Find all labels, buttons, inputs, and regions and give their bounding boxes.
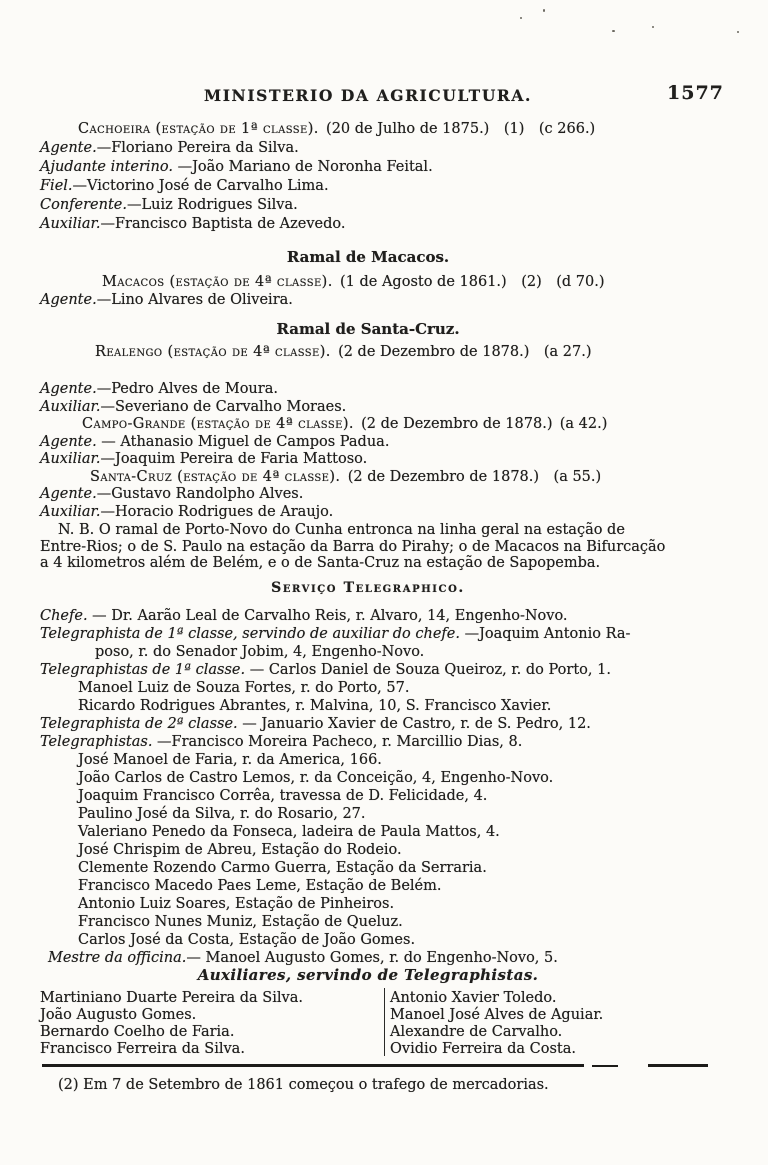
staff-name: —Francisco Baptista de Azevedo.: [100, 216, 346, 232]
staff-line: [40, 733, 732, 751]
note-line: a 4 kilometros além de Belém, e o de Santa-Cruz na estação de Sapopemba.: [40, 555, 601, 571]
staff-line: [40, 625, 732, 643]
staff-name: —Pedro Alves de Moura.: [96, 381, 278, 397]
role-label: Auxiliar.: [40, 398, 101, 415]
station-line: [40, 344, 732, 360]
staff-name: —Gustavo Randolpho Alves.: [96, 486, 304, 502]
station-name: Campo-Grande (estação de 4ª classe).: [82, 416, 354, 432]
section-realengo: [40, 344, 732, 360]
nb-note: [40, 522, 732, 572]
list-item: Francisco Ferreira da Silva.: [40, 1041, 245, 1057]
staff-name: — Manoel Augusto Gomes, r. do Engenho-Novo, 5.: [186, 950, 558, 966]
staff-line: [40, 158, 732, 177]
staff-line: [40, 823, 732, 841]
servico-heading-row: [40, 580, 732, 596]
role-label: Agente.: [40, 140, 97, 156]
staff-line: [40, 643, 732, 661]
scan-speck: [737, 31, 739, 33]
section-heading: Ramal de Macacos.: [286, 248, 450, 266]
staff-name: — Carlos Daniel de Souza Queiroz, r. do Porto, 1.: [245, 662, 611, 678]
staff-line: [40, 607, 732, 625]
station-line: [40, 469, 732, 487]
list-item: Alexandre de Carvalho.: [390, 1024, 563, 1040]
staff-line: [40, 292, 732, 310]
staff-name: —Joaquim Pereira de Faria Mattoso.: [100, 451, 368, 467]
scan-speck: [520, 17, 522, 19]
staff-name: Francisco Nunes Muniz, Estação de Queluz.: [78, 914, 403, 930]
role-label: Chefe.: [40, 608, 88, 624]
column-divider: [384, 988, 385, 1056]
page-number: 1577: [667, 82, 724, 104]
staff-name: João Carlos de Castro Lemos, r. da Conceição, 4, Engenho-Novo.: [78, 770, 554, 786]
role-label: Agente.: [40, 433, 97, 450]
staff-line: [40, 434, 732, 452]
staff-name: —Francisco Moreira Pacheco, r. Marcillio Dias, 8.: [152, 734, 523, 750]
list-item: Martiniano Duarte Pereira da Silva.: [40, 990, 303, 1006]
auxiliares-heading-row: [40, 966, 732, 984]
role-label: Auxiliar.: [40, 216, 101, 232]
station-name: Macacos (estação de 4ª classe).: [102, 274, 333, 290]
footnote-rule: [648, 1064, 708, 1067]
staff-name: Manoel Luiz de Souza Fortes, r. do Porto, 57.: [78, 680, 410, 696]
staff-line: [40, 859, 732, 877]
staff-line: [40, 895, 732, 913]
station-detail: (2 de Dezembro de 1878.) (a 55.): [340, 468, 602, 485]
role-label: Mestre da officina.: [48, 950, 187, 966]
scan-speck: [652, 26, 654, 28]
note-line: N. B. O ramal de Porto-Novo do Cunha entronca na linha geral na estação de: [58, 522, 625, 538]
section-heading: Ramal de Santa-Cruz.: [276, 320, 460, 338]
staff-line: [40, 769, 732, 787]
role-label: Agente.: [40, 486, 97, 502]
role-label: Telegraphista de 2ª classe.: [40, 716, 238, 732]
staff-line: [40, 679, 732, 697]
staff-name: — Dr. Aarão Leal de Carvalho Reis, r. Alvaro, 14, Engenho-Novo.: [87, 608, 568, 624]
auxiliares-left-column: [40, 990, 390, 1058]
staff-name: —João Mariano de Noronha Feital.: [172, 159, 433, 175]
staff-line: [40, 196, 732, 215]
list-item: Bernardo Coelho de Faria.: [40, 1024, 235, 1040]
section-heading: Auxiliares, servindo de Telegraphistas.: [197, 966, 539, 984]
role-label: Conferente.: [40, 197, 127, 213]
scan-speck: [612, 30, 615, 32]
role-label: Auxiliar.: [40, 503, 101, 520]
page-header: [40, 82, 732, 105]
list-item: Manoel José Alves de Aguiar.: [390, 1007, 604, 1023]
role-label: Telegraphistas.: [40, 734, 153, 750]
staff-line: [40, 805, 732, 823]
footnote-rule: [42, 1064, 584, 1067]
staff-line: [40, 451, 732, 469]
staff-name: —Horacio Rodrigues de Araujo.: [100, 503, 334, 520]
staff-line: [40, 913, 732, 931]
staff-name: —Severiano de Carvalho Moraes.: [100, 398, 347, 415]
staff-line: [40, 486, 732, 504]
station-name: Cachoeira (estação de 1ª classe).: [78, 121, 319, 137]
staff-name: Antonio Luiz Soares, Estação de Pinheiros.: [78, 896, 395, 912]
role-label: Agente.: [40, 381, 97, 397]
staff-line: [40, 399, 732, 417]
auxiliares-right-column: [390, 990, 732, 1058]
staff-name: —Luiz Rodrigues Silva.: [126, 197, 298, 213]
footnote-row: [40, 1077, 732, 1093]
role-label: Fiel.: [40, 178, 73, 194]
section-heading: Serviço Telegraphico.: [271, 580, 465, 596]
list-item: João Augusto Gomes.: [40, 1007, 197, 1023]
staff-name: poso, r. do Senador Jobim, 4, Engenho-Novo.: [95, 644, 425, 660]
staff-line: [40, 177, 732, 196]
staff-name: —Floriano Pereira da Silva.: [96, 140, 299, 156]
ramal-macacos-heading: [40, 248, 732, 266]
staff-name: —Joaquim Antonio Ra-: [459, 626, 631, 642]
station-line: [40, 120, 732, 139]
staff-name: — Athanasio Miguel de Campos Padua.: [96, 433, 390, 450]
station-name: Realengo (estação de 4ª classe).: [95, 344, 331, 360]
role-label: Telegraphistas de 1ª classe.: [40, 662, 246, 678]
section-macacos: [40, 274, 732, 309]
staff-name: —Victorino José de Carvalho Lima.: [72, 178, 329, 194]
list-item: Antonio Xavier Toledo.: [390, 990, 557, 1006]
role-label: Ajudante interino.: [40, 159, 173, 175]
staff-name: —Lino Alvares de Oliveira.: [96, 291, 293, 308]
footnote-rule: [592, 1065, 618, 1068]
staff-line: [40, 877, 732, 895]
staff-line: [40, 504, 732, 522]
staff-line: [40, 949, 732, 967]
staff-line: [40, 381, 732, 399]
station-detail: (2 de Dezembro de 1878.) (a 27.): [330, 344, 592, 360]
station-line: [40, 416, 732, 434]
staff-line: [40, 931, 732, 949]
staff-line: [40, 715, 732, 733]
staff-name: Carlos José da Costa, Estação de João Gomes.: [78, 932, 416, 948]
staff-name: Joaquim Francisco Corrêa, travessa de D. Felicidade, 4.: [78, 788, 488, 804]
role-label: Agente.: [40, 291, 97, 308]
staff-line: [40, 841, 732, 859]
section-servico: [40, 607, 732, 967]
staff-name: Paulino José da Silva, r. do Rosario, 27.: [78, 806, 366, 822]
role-label: Telegraphista de 1ª classe, servindo de auxiliar do chefe.: [40, 626, 460, 642]
station-detail: (1 de Agosto de 1861.) (2) (d 70.): [332, 274, 605, 290]
section-cachoeira: [40, 120, 732, 234]
staff-name: Francisco Macedo Paes Leme, Estação de Belém.: [78, 878, 442, 894]
ramal-santacruz-heading: [40, 320, 732, 338]
list-item: Ovidio Ferreira da Costa.: [390, 1041, 576, 1057]
staff-line: [40, 787, 732, 805]
staff-line: [40, 697, 732, 715]
page-title: MINISTERIO DA AGRICULTURA.: [203, 86, 533, 105]
staff-name: Clemente Rozendo Carmo Guerra, Estação da Serraria.: [78, 860, 487, 876]
staff-line: [40, 661, 732, 679]
staff-line: [40, 215, 732, 234]
station-detail: (20 de Julho de 1875.) (1) (c 266.): [318, 121, 596, 137]
staff-line: [40, 751, 732, 769]
station-detail: (2 de Dezembro de 1878.) (a 42.): [353, 416, 608, 432]
section-santacruz-staff: [40, 381, 732, 521]
staff-name: José Manoel de Faria, r. da America, 166.: [78, 752, 382, 768]
staff-name: Valeriano Penedo da Fonseca, ladeira de Paula Mattos, 4.: [78, 824, 500, 840]
role-label: Auxiliar.: [40, 451, 101, 467]
staff-name: — Januario Xavier de Castro, r. de S. Pedro, 12.: [237, 716, 591, 732]
footnote-text: (2) Em 7 de Setembro de 1861 começou o trafego de mercadorias.: [58, 1077, 549, 1093]
auxiliares-columns: [40, 990, 732, 1058]
scan-speck: [543, 9, 545, 12]
note-line: Entre-Rios; o de S. Paulo na estação da Barra do Pirahy; o de Macacos na Bifurcação: [40, 538, 666, 555]
station-name: Santa-Cruz (estação de 4ª classe).: [90, 468, 341, 485]
staff-name: Ricardo Rodrigues Abrantes, r. Malvina, 10, S. Francisco Xavier.: [78, 698, 552, 714]
staff-line: [40, 139, 732, 158]
staff-name: José Chrispim de Abreu, Estação do Rodeio.: [78, 842, 402, 858]
station-line: [40, 274, 732, 292]
